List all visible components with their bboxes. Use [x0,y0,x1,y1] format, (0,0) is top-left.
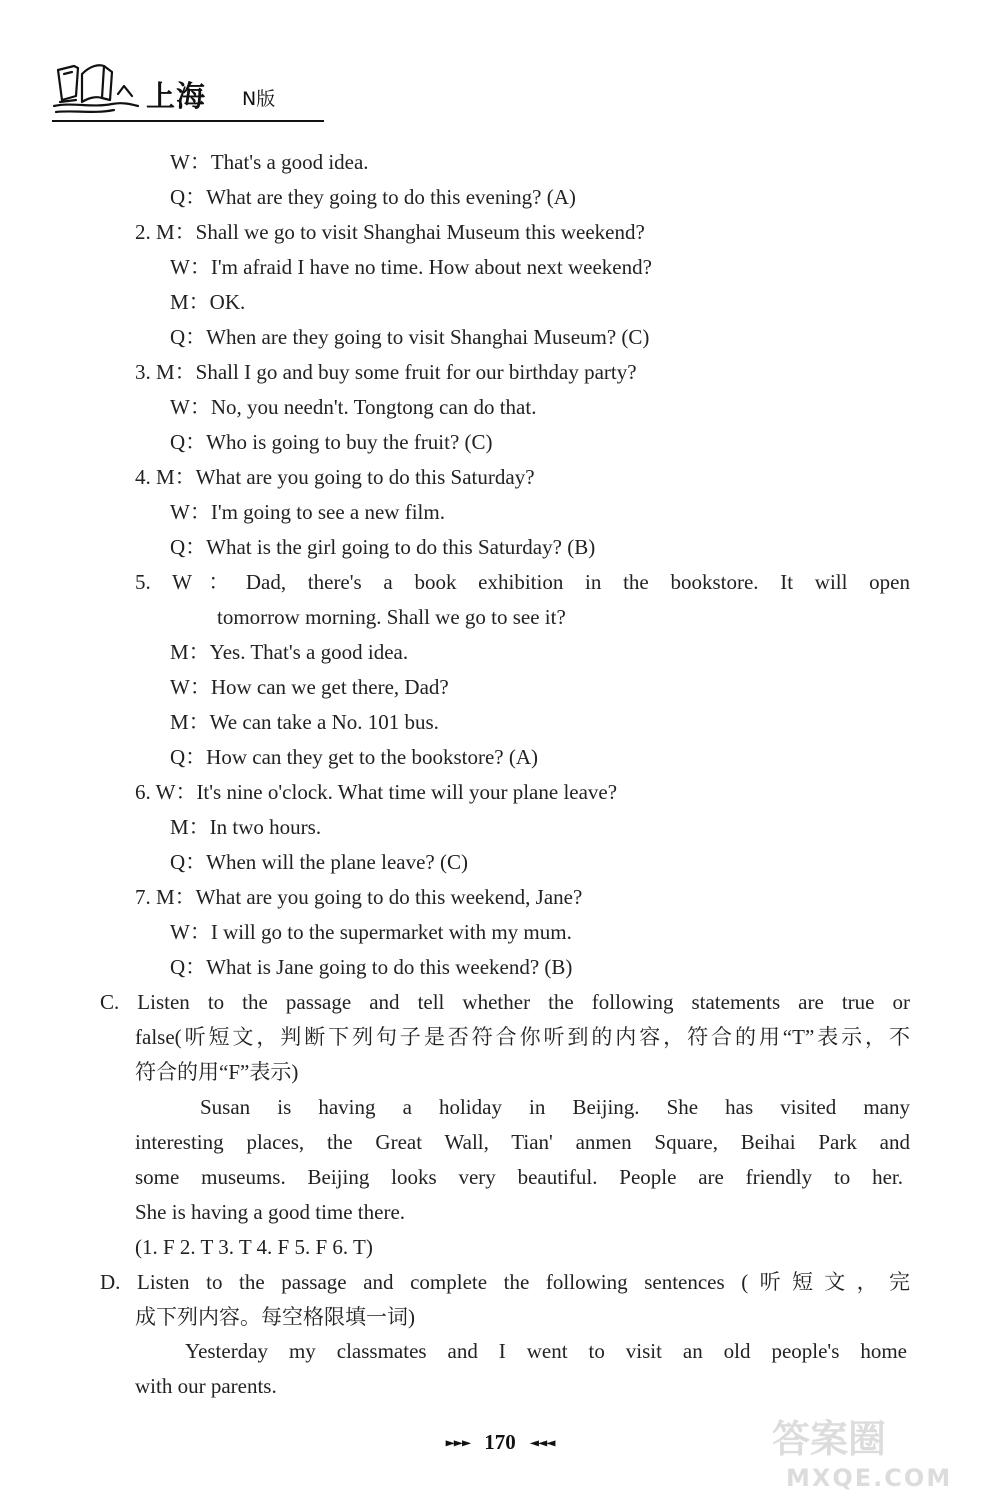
text-line: Q：What is Jane going to do this weekend? (B) [170,955,573,979]
edition-label: N版 [242,88,276,110]
text-line: 5. W：Dad, there's a book exhibition in the bookstore. It will open [135,570,910,594]
watermark-logo [762,1410,992,1492]
text-line: 3. M：Shall I go and buy some fruit for our birthday party? [135,360,637,384]
book-logo-icon [52,56,140,116]
text-line: tomorrow morning. Shall we go to see it? [217,605,566,629]
answer-key: (1. F 2. T 3. T 4. F 5. F 6. T) [135,1235,373,1259]
left-arrows-icon: ►►► [445,1435,471,1450]
text-line: 6. W：It's nine o'clock. What time will your plane leave? [135,780,618,804]
passage-line: Susan is having a holiday in Beijing. She has visited many [200,1095,910,1119]
text-line: 4. M：What are you going to do this Saturday? [135,465,535,489]
text-line: Q：When will the plane leave? (C) [170,850,468,874]
brand-title: 上海 [146,79,207,113]
watermark-title: 答案圈 [772,1417,887,1461]
text-line: M：OK. [170,290,246,314]
text-line: 2. M：Shall we go to visit Shanghai Museum this weekend? [135,220,645,244]
text-line: 7. M：What are you going to do this weekend, Jane? [135,885,583,909]
passage-line: interesting places, the Great Wall, Tian' anmen Square, Beihai Park and [135,1130,910,1154]
passage-line: Yesterday my classmates and I went to visit an old people's home [185,1339,907,1363]
page-header [52,56,324,122]
text-line: W：How can we get there, Dad? [170,675,449,699]
text-line: W：I'm afraid I have no time. How about next weekend? [170,255,652,279]
text-line: M：Yes. That's a good idea. [170,640,409,664]
text-line: M：In two hours. [170,815,322,839]
text-line: W：That's a good idea. [170,150,369,174]
text-line: 成下列内容。每空格限填一词) [135,1305,415,1329]
header-divider [52,120,324,122]
text-line: W：No, you needn't. Tongtong can do that. [170,395,537,419]
section-d-heading: D. Listen to the passage and complete the following sentences (听短文，完 [100,1270,910,1294]
right-arrows-icon: ◄◄◄ [529,1435,555,1450]
text-line: W：I'm going to see a new film. [170,500,445,524]
passage-line: with our parents. [135,1374,277,1398]
text-line: Q：How can they get to the bookstore? (A) [170,745,538,769]
text-line: Q：What are they going to do this evening? (A) [170,185,576,209]
text-line: false(听短文，判断下列句子是否符合你听到的内容，符合的用“T”表示，不 [135,1025,910,1049]
text-line: W：I will go to the supermarket with my mum. [170,920,572,944]
text-line: Q：What is the girl going to do this Saturday? (B) [170,535,596,559]
passage-line: some museums. Beijing looks very beautiful. People are friendly to her. [135,1165,903,1189]
page-number: 170 [484,1430,516,1454]
section-c-heading: C. Listen to the passage and tell whether the following statements are true or [100,990,910,1014]
text-line: Q：When are they going to visit Shanghai Museum? (C) [170,325,650,349]
text-line: M：We can take a No. 101 bus. [170,710,439,734]
passage-line: She is having a good time there. [135,1200,406,1224]
watermark-site: MXQE.COM [786,1464,953,1492]
text-line: Q：Who is going to buy the fruit? (C) [170,430,493,454]
text-line: 符合的用“F”表示) [135,1060,299,1084]
